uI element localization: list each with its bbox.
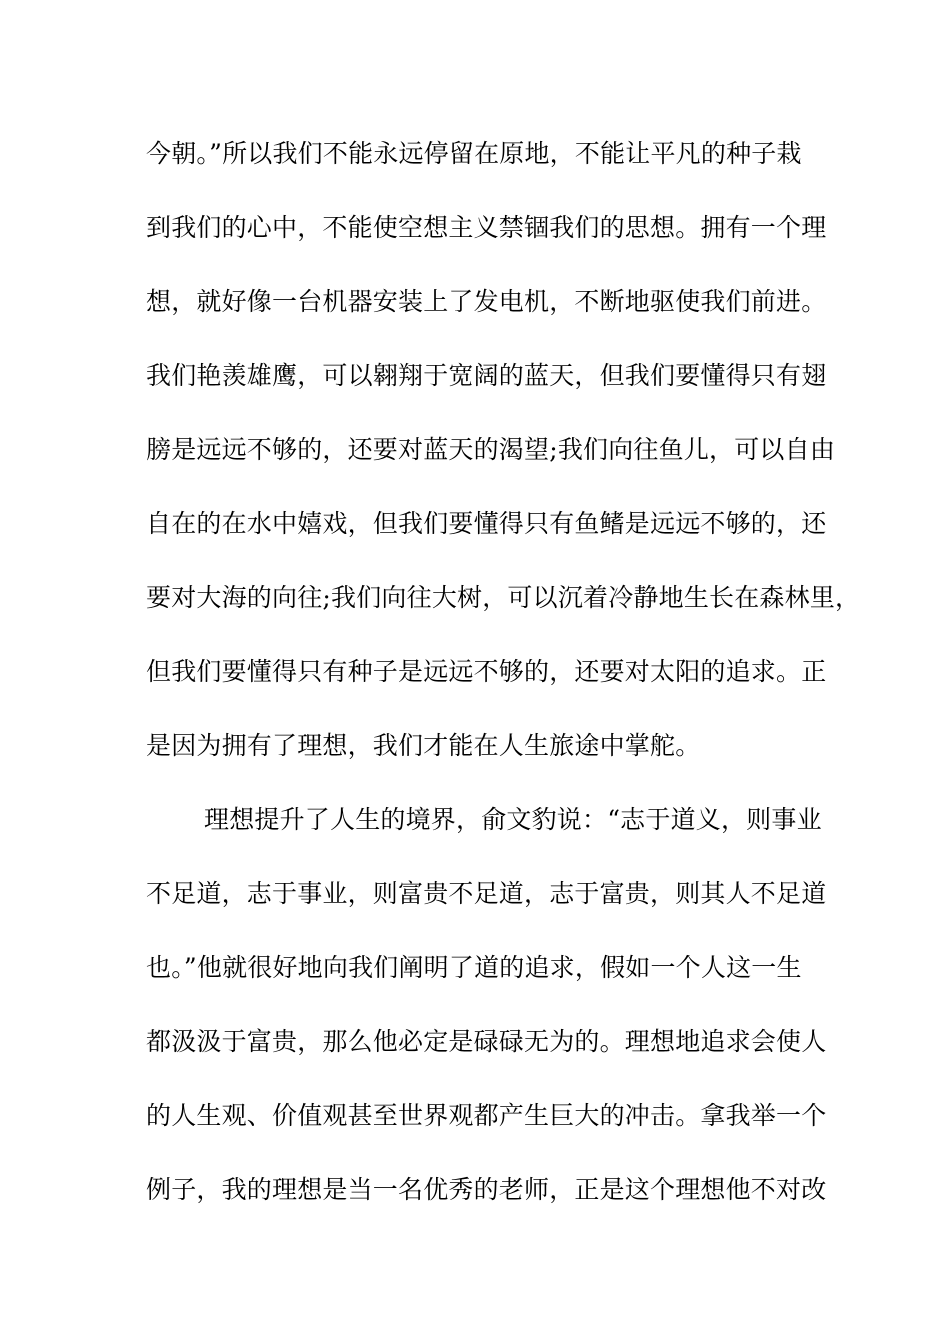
text-line: 我们艳羡雄鹰，可以翱翔于宽阔的蓝天，但我们要懂得只有翅	[146, 361, 827, 390]
paragraph-first-line: 理想提升了人生的境界，俞文豹说：“志于道义，则事业	[204, 805, 822, 834]
text-line: 例子，我的理想是当一名优秀的老师，正是这个理想他不对改	[146, 1175, 827, 1204]
text-line: 但我们要懂得只有种子是远远不够的，还要对太阳的追求。正	[146, 657, 827, 686]
text-line: 膀是远远不够的，还要对蓝天的渴望;我们向往鱼儿，可以自由	[146, 435, 836, 464]
text-line: 要对大海的向往;我们向往大树，可以沉着冷静地生长在森林里，	[146, 583, 861, 612]
text-line: 的人生观、价值观甚至世界观都产生巨大的冲击。拿我举一个	[146, 1101, 827, 1130]
text-line: 今朝。”所以我们不能永远停留在原地，不能让平凡的种子栽	[146, 139, 802, 168]
text-line: 不足道，志于事业，则富贵不足道，志于富贵，则其人不足道	[146, 879, 827, 908]
text-line: 到我们的心中，不能使空想主义禁锢我们的思想。拥有一个理	[146, 213, 827, 242]
text-line: 是因为拥有了理想，我们才能在人生旅途中掌舵。	[146, 731, 701, 760]
text-line: 自在的在水中嬉戏，但我们要懂得只有鱼鳍是远远不够的，还	[146, 509, 827, 538]
text-line: 也。”他就很好地向我们阐明了道的追求，假如一个人这一生	[146, 953, 802, 982]
text-line: 都汲汲于富贵，那么他必定是碌碌无为的。理想地追求会使人	[146, 1027, 827, 1056]
text-line: 想，就好像一台机器安装上了发电机，不断地驱使我们前进。	[146, 287, 827, 316]
body-text	[146, 131, 861, 1241]
